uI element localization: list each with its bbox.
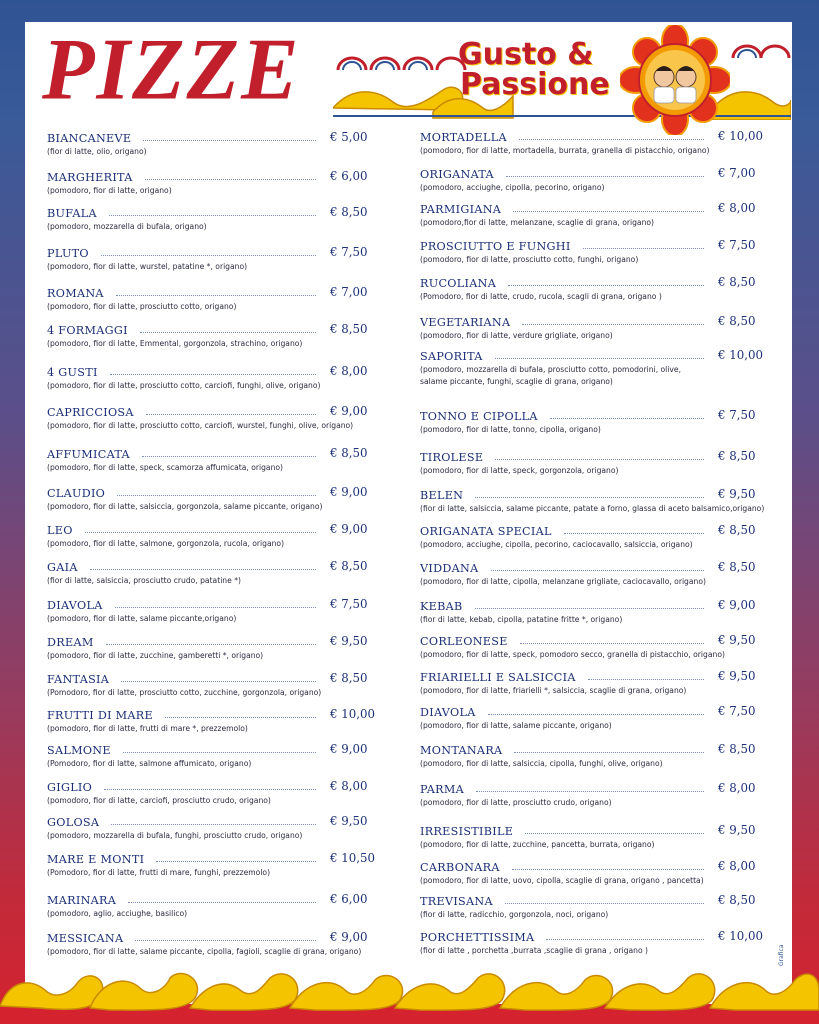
item-price: € 10,00 <box>718 129 764 143</box>
leader-dots <box>135 940 316 942</box>
item-description: (pomodoro, mozzarella di bufala, origano) <box>47 222 207 231</box>
item-name: SAPORITA <box>420 350 483 363</box>
leader-dots <box>165 717 316 719</box>
item-name: PARMIGIANA <box>420 203 502 216</box>
item-description: (pomodoro, fior di latte, uovo, cipolla, scaglie di grana, origano , pancetta) <box>420 876 704 885</box>
item-name: MONTANARA <box>420 744 503 757</box>
item-name: BELEN <box>420 489 464 502</box>
brand-line-1: Gusto & <box>458 37 594 72</box>
designer-credit: Grafica <box>778 944 785 966</box>
item-description: (pomodoro, fior di latte, salame piccante,origano) <box>47 614 237 623</box>
item-description: (pomodoro, fior di latte, friarielli *, salsiccia, scaglie di grana, origano) <box>420 686 687 695</box>
item-description: (Pomodoro, fior di latte, crudo, rucola, scagli di grana, origano ) <box>420 292 662 301</box>
item-name: CAPRICCIOSA <box>47 406 134 419</box>
item-price: € 7,50 <box>330 597 368 611</box>
item-price: € 10,50 <box>330 851 376 865</box>
item-description: (fior di latte, kebab, cipolla, patatine fritte *, origano) <box>420 615 623 624</box>
item-description: (pomodoro, fior di latte, salsiccia, gorgonzola, salame piccante, origano) <box>47 502 323 511</box>
item-description: (fior di latte, olio, origano) <box>47 147 147 156</box>
item-description: (pomodoro, fior di latte, prosciutto cotto, carciofi, wurstel, funghi, olive, origano) <box>47 421 354 430</box>
item-description: (pomodoro, fior di latte, verdure grigliate, origano) <box>420 331 613 340</box>
item-name: LEO <box>47 524 73 537</box>
item-price: € 8,00 <box>718 859 756 873</box>
leader-dots <box>514 752 704 754</box>
item-name: TONNO E CIPOLLA <box>420 410 538 423</box>
item-name: GIGLIO <box>47 781 93 794</box>
item-name: KEBAB <box>420 600 463 613</box>
leader-dots <box>85 532 316 534</box>
item-name: ROMANA <box>47 287 104 300</box>
item-description: (pomodoro, fior di latte, carciofi, prosciutto crudo, origano) <box>47 796 271 805</box>
item-price: € 9,00 <box>330 930 368 944</box>
leader-dots <box>104 789 316 791</box>
leader-dots <box>588 679 704 681</box>
leader-dots <box>495 358 704 360</box>
footer-scrolls <box>0 974 819 1011</box>
item-price: € 9,50 <box>718 487 756 501</box>
leader-dots <box>116 295 316 297</box>
item-name: TREVISANA <box>420 895 493 908</box>
item-description: (fior di latte, radicchio, gorgonzola, noci, origano) <box>420 910 609 919</box>
item-price: € 7,50 <box>718 408 756 422</box>
item-description: (pomodoro, fior di latte, speck, scamorza affumicata, origano) <box>47 463 284 472</box>
item-name: FRUTTI DI MARE <box>47 709 153 722</box>
leader-dots <box>143 140 316 142</box>
item-price: € 8,50 <box>718 523 756 537</box>
item-description: (pomodoro, fior di latte, salsiccia, cipolla, funghi, olive, origano) <box>420 759 663 768</box>
brand-line-2: Passione <box>460 67 610 102</box>
item-description: (pomodoro, fior di latte, wurstel, patatine *, origano) <box>47 262 248 271</box>
item-price: € 9,50 <box>718 823 756 837</box>
chefs-logo <box>620 25 730 135</box>
item-name: CORLEONESE <box>420 635 508 648</box>
leader-dots <box>475 497 704 499</box>
item-price: € 6,00 <box>330 892 368 906</box>
item-name: DIAVOLA <box>420 706 476 719</box>
item-description: (pomodoro, fior di latte, Emmental, gorgonzola, strachino, origano) <box>47 339 303 348</box>
leader-dots <box>111 824 316 826</box>
leader-dots <box>128 902 316 904</box>
item-name: VEGETARIANA <box>420 316 511 329</box>
item-price: € 8,50 <box>718 560 756 574</box>
leader-dots <box>123 752 316 754</box>
leader-dots <box>512 869 704 871</box>
item-description: (pomodoro, fior di latte, origano) <box>47 186 172 195</box>
item-description: (pomodoro, fior di latte, prosciutto cotto, origano) <box>47 302 237 311</box>
item-name: RUCOLIANA <box>420 277 497 290</box>
item-name: ORIGANATA SPECIAL <box>420 525 552 538</box>
leader-dots <box>146 414 316 416</box>
item-price: € 9,50 <box>330 814 368 828</box>
item-name: PARMA <box>420 783 465 796</box>
item-price: € 9,50 <box>718 633 756 647</box>
item-price: € 10,00 <box>718 929 764 943</box>
item-price: € 8,50 <box>718 275 756 289</box>
leader-dots <box>140 332 316 334</box>
item-description: (pomodoro, fior di latte, cipolla, melanzane grigliate, caciocavallo, origano) <box>420 577 706 586</box>
item-description: (pomodoro, fior di latte, zucchine, gamberetti *, origano) <box>47 651 264 660</box>
leader-dots <box>109 215 316 217</box>
item-price: € 8,50 <box>330 446 368 460</box>
item-description: (Pomodoro, fior di latte, frutti di mare, funghi, prezzemolo) <box>47 868 271 877</box>
leader-dots <box>117 495 316 497</box>
item-description: (pomodoro, fior di latte, prosciutto cotto, funghi, origano) <box>420 255 639 264</box>
item-price: € 8,00 <box>718 201 756 215</box>
item-price: € 9,50 <box>718 669 756 683</box>
item-description: (pomodoro, mozzarella di bufala, prosciutto cotto, pomodorini, olive, <box>420 365 681 374</box>
item-name: MARINARA <box>47 894 117 907</box>
item-price: € 7,00 <box>718 166 756 180</box>
item-name: AFFUMICATA <box>47 448 130 461</box>
leader-dots <box>495 459 704 461</box>
item-price: € 7,00 <box>330 285 368 299</box>
item-name: IRRESISTIBILE <box>420 825 514 838</box>
leader-dots <box>156 861 316 863</box>
item-price: € 8,50 <box>718 893 756 907</box>
page-title: PIZZE <box>42 20 301 118</box>
leader-dots <box>475 608 704 610</box>
leader-dots <box>520 643 704 645</box>
leader-dots <box>550 418 704 420</box>
item-description: (pomodoro, aglio, acciughe, basilico) <box>47 909 188 918</box>
item-description: (pomodoro, fior di latte, prosciutto cotto, carciofi, funghi, olive, origano) <box>47 381 321 390</box>
leader-dots <box>106 644 316 646</box>
item-description-cont: salame piccante, funghi, scaglie di grana, origano) <box>420 377 613 386</box>
leader-dots <box>505 903 704 905</box>
leader-dots <box>90 569 316 571</box>
item-name: PLUTO <box>47 247 89 260</box>
item-price: € 6,00 <box>330 169 368 183</box>
item-name: ORIGANATA <box>420 168 494 181</box>
item-description: (fior di latte , porchetta ,burrata ,scaglie di grana , origano ) <box>420 946 649 955</box>
item-name: 4 GUSTI <box>47 366 98 379</box>
item-description: (fior di latte, salsiccia, prosciutto crudo, patatine *) <box>47 576 241 585</box>
item-price: € 7,50 <box>718 704 756 718</box>
item-price: € 10,00 <box>718 348 764 362</box>
leader-dots <box>142 456 316 458</box>
item-name: GAIA <box>47 561 78 574</box>
item-price: € 8,50 <box>718 742 756 756</box>
leader-dots <box>522 324 704 326</box>
item-description: (pomodoro, fior di latte, salame piccante, cipolla, fagioli, scaglie di grana, origano) <box>47 947 362 956</box>
item-name: MESSICANA <box>47 932 124 945</box>
leader-dots <box>525 833 704 835</box>
item-name: FRIARIELLI E SALSICCIA <box>420 671 576 684</box>
leader-dots <box>121 681 316 683</box>
gold-scroll-footer <box>0 960 819 1024</box>
leader-dots <box>513 211 704 213</box>
item-name: BUFALA <box>47 207 97 220</box>
item-price: € 10,00 <box>330 707 376 721</box>
item-description: (pomodoro, acciughe, cipolla, pecorino, caciocavallo, salsiccia, origano) <box>420 540 693 549</box>
item-name: SALMONE <box>47 744 111 757</box>
item-description: (pomodoro, fior di latte, salmone, gorgonzola, rucola, origano) <box>47 539 285 548</box>
item-description: (pomodoro, fior di latte, salame piccante, origano) <box>420 721 612 730</box>
item-description: (Pomodoro, fior di latte, prosciutto cotto, zucchine, gorgonzola, origano) <box>47 688 322 697</box>
item-price: € 9,00 <box>330 404 368 418</box>
item-price: € 8,50 <box>718 449 756 463</box>
item-price: € 8,50 <box>330 205 368 219</box>
item-name: PROSCIUTTO E FUNGHI <box>420 240 571 253</box>
item-price: € 8,00 <box>330 779 368 793</box>
leader-dots <box>491 570 705 572</box>
item-name: BIANCANEVE <box>47 132 132 145</box>
leader-dots <box>145 179 316 181</box>
item-description: (pomodoro, fior di latte, mortadella, burrata, granella di pistacchio, origano) <box>420 146 710 155</box>
item-description: (pomodoro, acciughe, cipolla, pecorino, origano) <box>420 183 605 192</box>
leader-dots <box>564 533 704 535</box>
item-price: € 9,00 <box>718 598 756 612</box>
leader-dots <box>110 374 316 376</box>
item-price: € 8,50 <box>330 322 368 336</box>
leader-dots <box>115 607 316 609</box>
leader-dots <box>476 791 704 793</box>
item-name: DIAVOLA <box>47 599 103 612</box>
item-description: (pomodoro,fior di latte, melanzane, scaglie di grana, origano) <box>420 218 654 227</box>
item-price: € 9,00 <box>330 522 368 536</box>
item-name: CLAUDIO <box>47 487 106 500</box>
item-name: GOLOSA <box>47 816 100 829</box>
item-price: € 9,00 <box>330 485 368 499</box>
item-price: € 8,50 <box>330 559 368 573</box>
item-name: MARGHERITA <box>47 171 133 184</box>
item-description: (pomodoro, fior di latte, prosciutto crudo, origano) <box>420 798 612 807</box>
item-name: MORTADELLA <box>420 131 507 144</box>
item-name: FANTASIA <box>47 673 110 686</box>
item-name: VIDDANA <box>420 562 479 575</box>
item-price: € 9,50 <box>330 634 368 648</box>
leader-dots <box>519 139 704 141</box>
item-name: PORCHETTISSIMA <box>420 931 535 944</box>
item-description: (fior di latte, salsiccia, salame piccante, patate a forno, glassa di aceto balsamico,origano) <box>420 504 765 513</box>
item-name: DREAM <box>47 636 94 649</box>
item-description: (pomodoro, fior di latte, frutti di mare *, prezzemolo) <box>47 724 248 733</box>
leader-dots <box>546 939 704 941</box>
item-name: CARBONARA <box>420 861 500 874</box>
item-name: 4 FORMAGGI <box>47 324 128 337</box>
item-price: € 8,50 <box>330 671 368 685</box>
item-description: (Pomodoro, fior di latte, salmone affumicato, origano) <box>47 759 252 768</box>
item-description: (pomodoro, fior di latte, speck, gorgonzola, origano) <box>420 466 619 475</box>
item-price: € 8,00 <box>330 364 368 378</box>
item-price: € 9,00 <box>330 742 368 756</box>
leader-dots <box>101 255 316 257</box>
item-description: (pomodoro, fior di latte, zucchine, pancetta, burrata, origano) <box>420 840 655 849</box>
item-price: € 7,50 <box>330 245 368 259</box>
leader-dots <box>583 248 704 250</box>
item-description: (pomodoro, fior di latte, tonno, cipolla, origano) <box>420 425 601 434</box>
leader-dots <box>488 714 704 716</box>
item-name: TIROLESE <box>420 451 484 464</box>
item-price: € 8,00 <box>718 781 756 795</box>
item-price: € 8,50 <box>718 314 756 328</box>
brand-name <box>458 37 610 102</box>
leader-dots <box>506 176 704 178</box>
leader-dots <box>508 285 704 287</box>
item-price: € 7,50 <box>718 238 756 252</box>
item-description: (pomodoro, fior di latte, speck, pomodoro secco, granella di pistacchio, origano) <box>420 650 725 659</box>
item-price: € 5,00 <box>330 130 368 144</box>
item-name: MARE E MONTI <box>47 853 145 866</box>
item-description: (pomodoro, mozzarella di bufala, funghi, prosciutto crudo, origano) <box>47 831 303 840</box>
